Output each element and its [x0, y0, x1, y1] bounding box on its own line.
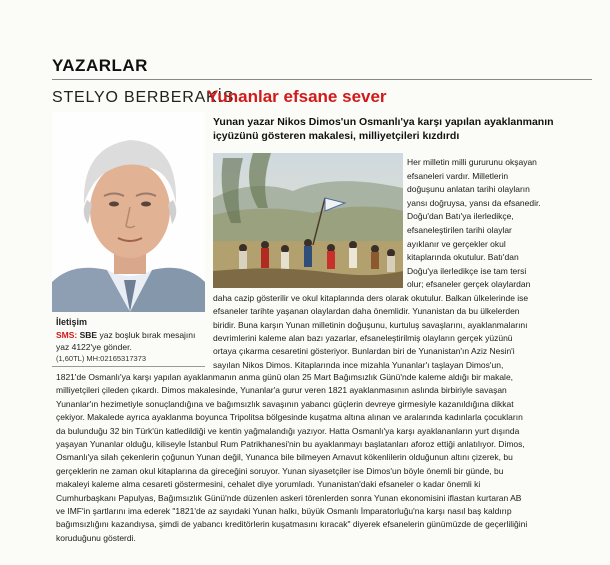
article-body-line: bağımsızlığını kazandıysa, şimdi de yabancı kreditörlerin kuşatmasını kıracak" diyerek efsanelerin günümüzde de geçerliliğini [56, 519, 528, 530]
author-name: STELYO BERBERAKİS [52, 89, 235, 106]
sms-code: SBE [79, 330, 98, 340]
article-body-line: ortaya çıkarma cesaretini gösteriyor. Bunlardan biri de Yunanistan'ın Aziz Nesin'i [213, 346, 515, 357]
article-body-line: da bulunduğu 32 bin Türk'ün katledildiği ve kentin yağmalandığı yazıyor. Hatta Osmanlı'ya karşı ayaklananların yurt dışında [56, 425, 520, 436]
author-portrait-illustration [52, 112, 205, 312]
article-body-line: efsaneleştirilen tarihi olaylar [407, 225, 512, 235]
sms-instruction: yaz boşluk bırak mesajını [99, 330, 196, 340]
article-subheadline: Yunan yazar Nikos Dimos'un Osmanlı'ya karşı yapılan ayaklanmanın içyüzünü gösteren makalesi, milliyetçileri kızdırdı [213, 116, 554, 142]
contact-divider [52, 366, 205, 367]
article-body-line: yaşayan Yunanlar olduğu, kiliseyle İstanbul Rum Patrikhanesi'nin bu ayaklanmayı başlatanları aforoz ettiği anlatılıyor. Dimos, [56, 439, 525, 449]
article-body-line: Doğu'dan Batı'ya ilerledikçe, [407, 211, 514, 222]
article-body-line: sayılan Nikos Dimos. Kitaplarında ince mizahla Yunanlar'ı taşlayan Dimos'un, [213, 359, 504, 370]
sms-price: (1,60TL) MH:02165317373 [56, 354, 147, 363]
article-body-line: milliyetçileri çileden çıkardı. Dimos makalesinde, Yunanlar'a gurur veren 1821 ayaklanmasının aslında birbiriyle savaşan [56, 385, 507, 396]
article-body-line: çekiyor. Makalede ayrıca ayaklanma boyunca Tripolitsa bölgesinde kuşatma altına alınan ve aralarında kadınlarla çocukların [56, 412, 523, 423]
article-body-line: Yunanlar'ın hezimetiyle sonuçlandığına ve bağımsızlık savaşının yabancı güçlerin devreye girmesiyle kazanıldığına dikkat [56, 398, 514, 409]
contact-sms-line [56, 330, 195, 340]
sms-label: SMS: [56, 330, 78, 340]
article-body-line: Osmanlı'ya silah çekenlerin çoğunun Yunan değil, Yunanca bile bilmeyen Arnavut kökenlilerin olduğunun altını çizerek, bu [56, 452, 513, 463]
article-body-line: kitaplarında okutulur. Batı'dan [407, 252, 519, 263]
section-title: YAZARLAR [52, 56, 148, 75]
battle-painting [213, 153, 403, 288]
article-headline: Yunanlar efsane sever [207, 87, 387, 106]
sms-instruction-2: yaz 4122'ye gönder. [56, 342, 132, 352]
article-body-line: biridir. Buna karşın Yunan milletinin doğuşunu, kurtuluş savaşlarını, ayaklanmalarını [213, 319, 528, 330]
article-body-line: makaleyi kaleme alma cesareti göstermesini, cehalet diye yorumladı. Yunanistan'daki efsaneler o kadar önemli ki [56, 479, 481, 490]
article-body-line: efsaneler tarihte yaşanan olaylardan daha önemlidir. Yunanistan da bu ülkelerden [213, 306, 520, 317]
article-body-line: 1821'de Osmanlı'ya karşı yapılan ayaklanmanın anma günü olan 25 Mart Bağımsızlık Günü'nde kaleme aldığı bir makale, [56, 372, 514, 382]
article-body-line: doğuşunu anlatan tarihi olayların [407, 184, 530, 195]
article-body-line: yansı doğruysa, yansı da efsanedir. [407, 197, 541, 208]
author-photo [52, 112, 205, 312]
article-body-line: efsaneleri vardır. Milletlerin [407, 170, 509, 181]
article-body-line: Doğu'ya ilerledikçe ise tam tersi [407, 265, 527, 276]
article-body-line: gerçeklerin ne zaman okul kitaplarına da gireceğini soruyor. Yunan siyasetçiler ise Dimos'un böyle önemli bir günde, bu [56, 465, 504, 476]
article-body-line: daha cazip gösterilir ve okul kitaplarında ders olarak okutulur. Balkan ülkelerinde ise [213, 293, 529, 303]
article-body-line: ve IMF'in şartlarını ima ederek "1821'de az sayıdaki Yunan halkı, büyük Osmanlı İmparatorluğu'na karşı nasıl baş kaldırıp [56, 506, 512, 516]
battle-painting-illustration [213, 153, 403, 288]
article-body-line: Her milletin milli gururunu okşayan [407, 157, 537, 167]
contact-label: İletişim [56, 317, 88, 327]
article-body-line: devrimlerini kaleme alan bazı yazarlar, efsaneleştirilmiş olayların gerçek yüzünü [213, 332, 513, 343]
section-divider [52, 79, 592, 80]
article-body-line: koruduğunu gösterdi. [56, 532, 136, 543]
article-body-line: ayıklanır ve gerçekler okul [407, 238, 506, 249]
article-body-line: olur; efsaneler gerçek olaylardan [407, 279, 531, 290]
article-body-line: Cumhurbaşkanı Papulyas, Bağımsızlık Günü'nde düzenlen askeri törenlerden sonra Yunan ekonomisini iflastan kurtaran AB [56, 492, 522, 503]
